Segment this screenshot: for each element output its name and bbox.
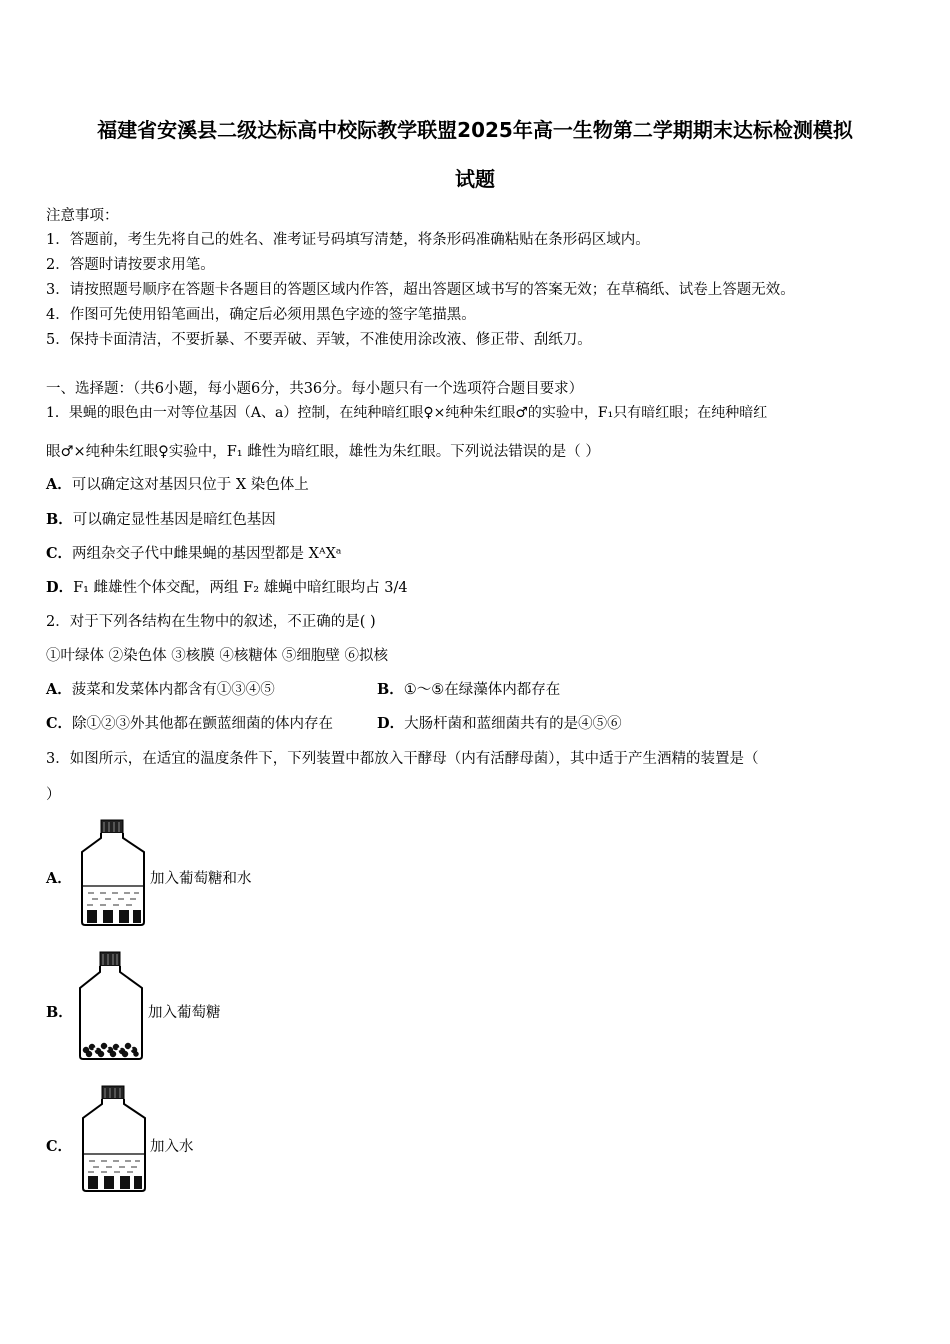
q1-option-d	[46, 576, 408, 597]
option-text: F₁ 雌雄性个体交配，两组 F₂ 雄蝇中暗红眼均占 3/4	[73, 580, 408, 596]
notice-item: 4．作图可先使用铅笔画出，确定后必须用黑色字迹的签字笔描黑。	[46, 307, 476, 323]
bottle-a-figure	[78, 818, 148, 928]
option-letter: D．	[377, 715, 405, 732]
q2-structures: ①叶绿体 ②染色体 ③核膜 ④核糖体 ⑤细胞壁 ⑥拟核	[46, 648, 389, 664]
q3-option-b-letter: B．	[46, 1004, 73, 1021]
q1-stem-line2: 眼♂×纯种朱红眼♀实验中，F₁ 雌性为暗红眼，雄性为朱红眼。下列说法错误的是（ ）	[46, 444, 600, 460]
exam-title-line1: 福建省安溪县二级达标高中校际教学联盟2025年高一生物第二学期期末达标检测模拟	[97, 118, 853, 142]
option-text: 两组杂交子代中雌果蝇的基因型都是 XᴬXᵃ	[72, 546, 342, 562]
section-heading: 一、选择题：（共6小题，每小题6分，共36分。每小题只有一个选项符合题目要求）	[46, 381, 584, 397]
q2-option-b	[377, 678, 560, 699]
q1-option-b	[46, 508, 276, 529]
option-text: 可以确定显性基因是暗红色基因	[72, 512, 276, 528]
option-letter: C．	[46, 715, 73, 732]
q1-stem-line1: 1．果蝇的眼色由一对等位基因（A、a）控制，在纯种暗红眼♀×纯种朱红眼♂的实验中，F₁只有暗红眼；在纯种暗红	[46, 405, 768, 421]
option-text: 除①②③外其他都在颤蓝细菌的体内存在	[72, 716, 334, 732]
q2-option-a	[46, 678, 275, 699]
notice-heading: 注意事项：	[46, 208, 119, 224]
option-letter: C．	[46, 545, 73, 562]
notice-item: 5．保持卡面清洁，不要折暴、不要弄破、弄皱，不准使用涂改液、修正带、刮纸刀。	[46, 332, 592, 348]
exam-title-line2: 试题	[455, 167, 495, 191]
bottle-c-figure	[80, 1084, 148, 1194]
q1-option-c	[46, 542, 342, 563]
notice-item: 1．答题前，考生先将自己的姓名、准考证号码填写清楚，将条形码准确粘贴在条形码区域内。	[46, 232, 650, 248]
q2-stem: 2．对于下列各结构在生物中的叙述，不正确的是( )	[46, 614, 376, 630]
q2-option-d	[377, 712, 622, 733]
q3-option-c-text: 加入水	[150, 1139, 194, 1155]
q3-option-b-text: 加入葡萄糖	[148, 1005, 221, 1021]
q3-option-a-text: 加入葡萄糖和水	[150, 871, 252, 887]
q3-stem-line1: 3．如图所示，在适宜的温度条件下，下列装置中都放入干酵母（内有活酵母菌），其中适于产生酒精的装置是（	[46, 751, 759, 767]
q3-option-c-letter: C．	[46, 1138, 73, 1155]
option-text: 菠菜和发菜体内都含有①③④⑤	[71, 682, 275, 698]
option-text: 可以确定这对基因只位于 X 染色体上	[71, 477, 309, 493]
option-text: 大肠杆菌和蓝细菌共有的是④⑤⑥	[404, 716, 622, 732]
option-text: ①～⑤在绿藻体内都存在	[403, 682, 561, 698]
bottle-b-figure	[76, 950, 146, 1062]
option-letter: D．	[46, 579, 74, 596]
q3-option-a-letter: A．	[46, 870, 72, 887]
option-letter: A．	[46, 681, 72, 698]
notice-item: 2．答题时请按要求用笔。	[46, 257, 215, 273]
q1-option-a	[46, 473, 309, 494]
q3-stem-line2: ）	[46, 787, 61, 803]
q2-option-c	[46, 712, 333, 733]
option-letter: A．	[46, 476, 72, 493]
notice-item: 3．请按照题号顺序在答题卡各题目的答题区域内作答，超出答题区域书写的答案无效；在草稿纸、试卷上答题无效。	[46, 282, 795, 298]
option-letter: B．	[46, 511, 73, 528]
option-letter: B．	[377, 681, 404, 698]
